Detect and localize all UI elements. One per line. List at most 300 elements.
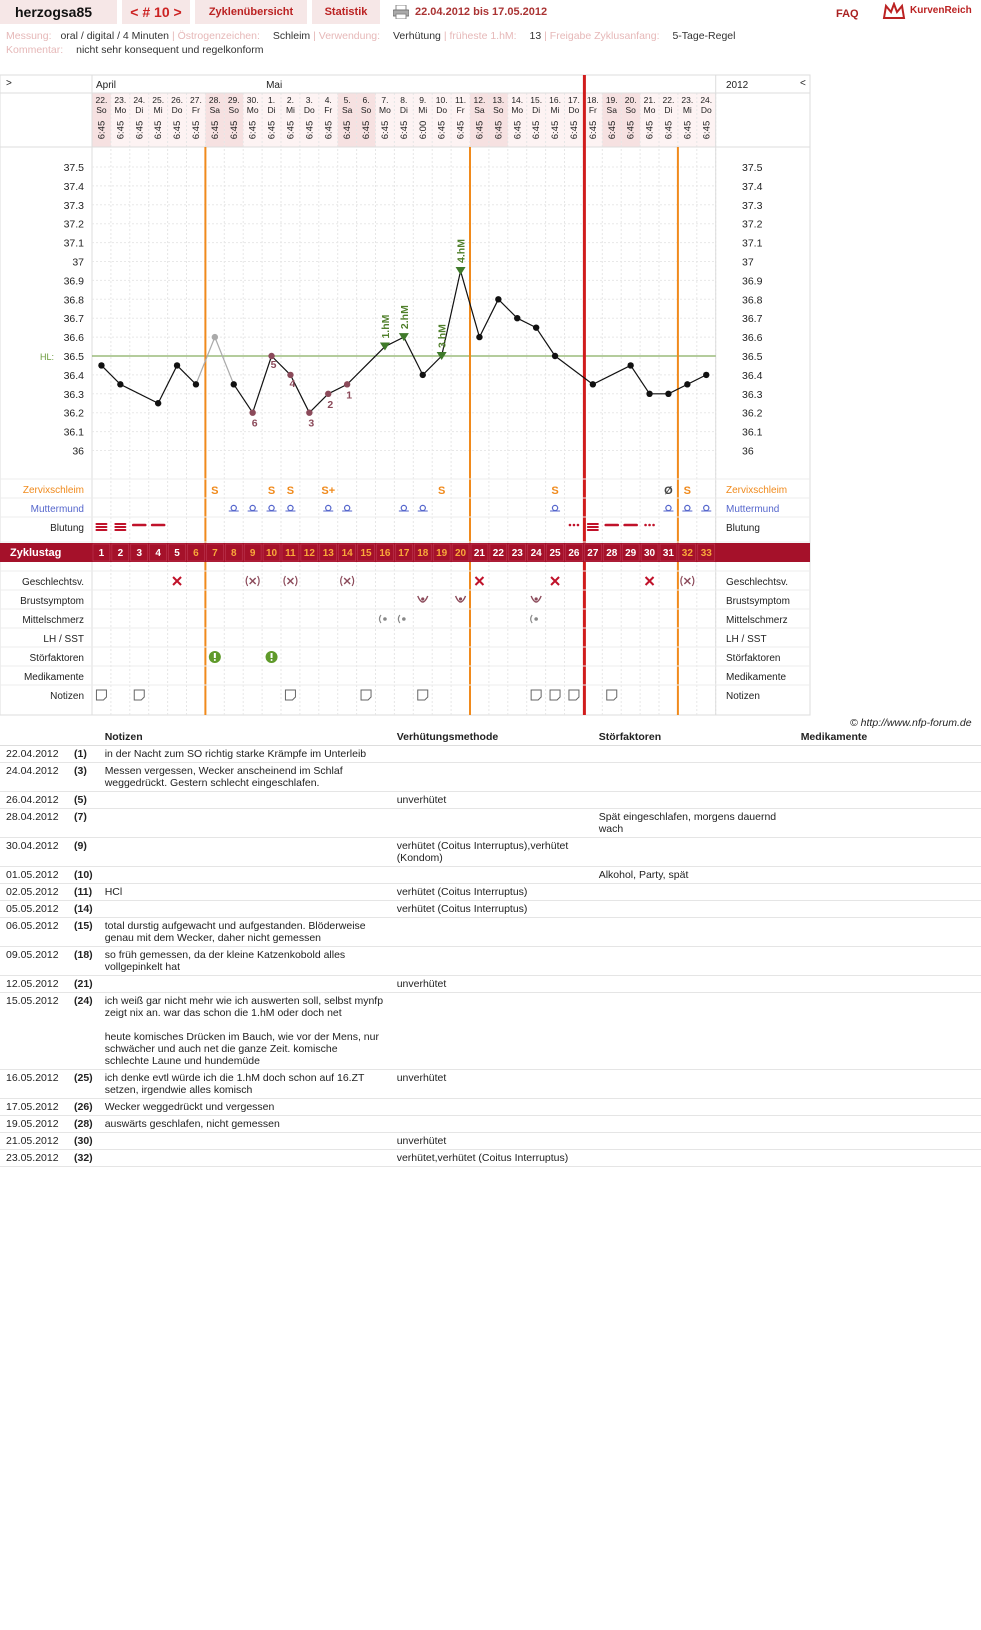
row-label-right: Mittelschmerz <box>726 615 788 626</box>
measure-time: 6:45 <box>247 120 259 140</box>
cycle-day-number: 23 <box>511 548 523 559</box>
table-row <box>0 746 981 763</box>
day-date: 7. <box>381 95 389 105</box>
day-date: 5. <box>343 95 351 105</box>
day-date: 28. <box>208 95 221 105</box>
day-date: 6. <box>362 95 370 105</box>
day-weekday: So <box>228 105 239 115</box>
messung-label: Messung: <box>6 30 52 42</box>
day-date: 21. <box>643 95 656 105</box>
col-medikamente: Medikamente <box>795 729 981 746</box>
note-icon[interactable] <box>607 690 617 700</box>
day-date: 23. <box>681 95 694 105</box>
tab-statistik[interactable]: Statistik <box>312 0 380 24</box>
day-weekday: Mo <box>246 105 259 115</box>
cell-dist: Spät eingeschlafen, morgens dauernd wach <box>593 809 795 838</box>
temperature-point <box>703 372 709 378</box>
measure-time: 6:45 <box>625 120 637 140</box>
y-tick-right: 36.1 <box>742 426 763 439</box>
measure-time: 6:45 <box>323 120 335 140</box>
cycle-day-number: 10 <box>265 548 278 559</box>
disturbance-dot <box>271 659 273 661</box>
cell-note: ich weiß gar nicht mehr wie ich auswerten soll, selbst mynfp zeigt nix an. war das schon die 1.hM oder doch net heute komisches Drücken im Bauch, wie vor der Mens, nur schwächer und auch net die ganze Zeit. komische schlechte Laune und hundemüde <box>99 993 391 1070</box>
zervix-mark: S <box>286 485 295 497</box>
y-tick-right: 36.8 <box>742 294 763 307</box>
cell-date: 26.04.2012 <box>0 792 68 809</box>
cell-meth <box>391 1099 593 1116</box>
day-weekday: Mi <box>550 105 560 115</box>
cell-num: (26) <box>68 1099 99 1116</box>
cell-meth: verhütet (Coitus Interruptus) <box>391 884 593 901</box>
cell-date: 24.04.2012 <box>0 763 68 792</box>
row-label-left: Mittelschmerz <box>22 615 84 626</box>
cell-num: (5) <box>68 792 99 809</box>
cell-num: (10) <box>68 867 99 884</box>
cell-dist <box>593 884 795 901</box>
col-verhuetung: Verhütungsmethode <box>391 729 593 746</box>
y-tick-left: 36.6 <box>63 332 84 345</box>
day-date: 9. <box>419 95 427 105</box>
cell-note: Messen vergessen, Wecker anscheinend im Schlaf weggedrückt. Gestern schlecht eingeschlafen. <box>99 763 391 792</box>
cell-medi <box>795 1133 981 1150</box>
freigabe-value: 5-Tage-Regel <box>672 30 736 42</box>
y-tick-left: 37.5 <box>63 162 84 174</box>
cell-num: (1) <box>68 746 99 763</box>
temperature-point <box>193 381 199 387</box>
breast-symptom-dot <box>535 597 538 600</box>
cycle-day-number: 6 <box>193 548 199 559</box>
col-stoerfaktoren: Störfaktoren <box>593 729 795 746</box>
cell-note <box>99 792 391 809</box>
tab-zyklenuebersicht[interactable]: Zyklenübersicht <box>195 0 307 24</box>
measure-time: 6:45 <box>587 120 599 140</box>
cycle-day-number: 1 <box>98 548 105 559</box>
day-date: 2. <box>286 95 294 105</box>
measure-time: 6:00 <box>417 120 429 140</box>
cell-num: (32) <box>68 1150 99 1167</box>
cell-dist <box>593 1150 795 1167</box>
y-tick-right: 36.2 <box>742 407 763 420</box>
day-date: 12. <box>473 95 486 105</box>
table-row <box>0 838 981 867</box>
measure-time: 6:45 <box>644 120 656 140</box>
y-tick-right: 36.4 <box>742 369 763 382</box>
note-icon[interactable] <box>96 690 106 700</box>
cycle-selector[interactable]: < # 10 > <box>122 0 190 24</box>
cell-meth <box>391 867 593 884</box>
cycle-day-number: 24 <box>530 548 542 559</box>
table-row <box>0 901 981 918</box>
cycle-day-number: 14 <box>341 548 353 559</box>
counted-low-label: 2 <box>327 398 334 411</box>
cycle-day-number: 26 <box>568 548 580 559</box>
note-icon[interactable] <box>569 690 579 700</box>
nav-next[interactable]: < <box>800 78 806 89</box>
measure-time: 6:45 <box>342 120 354 140</box>
note-icon[interactable] <box>418 690 428 700</box>
temperature-point <box>98 362 104 368</box>
cell-dist <box>593 947 795 976</box>
counted-low-label: 5 <box>270 359 277 371</box>
cell-medi <box>795 838 981 867</box>
table-row <box>0 1133 981 1150</box>
y-tick-left: 36.8 <box>63 294 84 307</box>
cell-medi <box>795 884 981 901</box>
bleeding-spot-icon <box>648 524 651 527</box>
cell-num: (9) <box>68 838 99 867</box>
measure-time: 6:45 <box>153 120 165 140</box>
day-weekday: Mi <box>153 105 163 115</box>
counted-low-label: 1 <box>346 389 353 402</box>
cycle-day-number: 7 <box>212 548 218 559</box>
temperature-point <box>684 381 690 387</box>
note-icon[interactable] <box>134 690 144 700</box>
row-label-right: LH / SST <box>726 634 767 645</box>
day-weekday: Mi <box>285 105 295 115</box>
verwendung-label: Verwendung: <box>318 30 381 42</box>
kommentar-label: Kommentar: <box>6 44 64 56</box>
measure-time: 6:45 <box>285 120 297 140</box>
cycle-day-number: 12 <box>303 548 315 559</box>
faq-link[interactable]: FAQ <box>836 8 859 20</box>
cell-dist <box>593 792 795 809</box>
cell-meth <box>391 746 593 763</box>
cell-meth <box>391 763 593 792</box>
higher-measurement-label: 2.hM <box>398 305 411 330</box>
cell-date: 28.04.2012 <box>0 809 68 838</box>
cell-num: (25) <box>68 1070 99 1099</box>
hl-label: HL: <box>40 352 55 362</box>
cycle-day-number: 13 <box>322 548 334 559</box>
temperature-point <box>476 334 482 340</box>
cell-note <box>99 1133 391 1150</box>
y-tick-right: 37.4 <box>742 180 763 193</box>
cell-dist <box>593 746 795 763</box>
cell-date: 22.04.2012 <box>0 746 68 763</box>
cell-date: 01.05.2012 <box>0 867 68 884</box>
cell-date: 06.05.2012 <box>0 918 68 947</box>
y-tick-right: 37 <box>742 256 754 269</box>
higher-measurement-label: 3.hM <box>436 324 449 348</box>
temperature-point <box>627 362 633 368</box>
measure-time: 6:45 <box>361 120 373 140</box>
verwendung-value: Verhütung <box>393 30 441 42</box>
month-label: April <box>96 80 117 91</box>
col-date <box>0 729 68 746</box>
bleeding-spot-icon <box>577 524 580 527</box>
day-date: 18. <box>586 95 599 105</box>
cell-date: 15.05.2012 <box>0 993 68 1070</box>
day-date: 20. <box>624 95 637 105</box>
measure-time: 6:45 <box>266 120 278 140</box>
cell-medi <box>795 993 981 1070</box>
day-weekday: Di <box>664 105 673 115</box>
day-weekday: Do <box>303 105 315 115</box>
cell-note <box>99 809 391 838</box>
note-icon[interactable] <box>550 690 560 700</box>
cell-medi <box>795 901 981 918</box>
y-tick-left: 36.5 <box>63 351 84 363</box>
cell-date: 30.04.2012 <box>0 838 68 867</box>
bleeding-spot-icon <box>569 524 572 527</box>
date-range: 22.04.2012 bis 17.05.2012 <box>415 6 548 18</box>
cell-num: (14) <box>68 901 99 918</box>
frueheste-label: früheste 1.hM: <box>449 30 517 42</box>
day-date: 27. <box>190 95 202 105</box>
day-weekday: Sa <box>341 105 353 115</box>
cell-note <box>99 976 391 993</box>
counted-low-label: 3 <box>308 417 315 430</box>
y-tick-left: 36.7 <box>63 313 84 326</box>
cell-num: (28) <box>68 1116 99 1133</box>
day-weekday: So <box>96 105 107 115</box>
day-date: 4. <box>324 95 332 105</box>
day-weekday: Do <box>436 105 448 115</box>
day-weekday: So <box>625 105 636 115</box>
cell-date: 05.05.2012 <box>0 901 68 918</box>
zervix-mark: S+ <box>321 485 336 497</box>
cycle-day-number: 32 <box>681 548 693 559</box>
row-label-left: Brustsymptom <box>20 596 84 607</box>
cell-note: so früh gemessen, da der kleine Katzenkobold alles vollgepinkelt hat <box>99 947 391 976</box>
cell-dist <box>593 763 795 792</box>
cell-date: 19.05.2012 <box>0 1116 68 1133</box>
cell-note: ich denke evtl würde ich die 1.hM doch schon auf 16.ZT setzen, irgendwie alles komisch <box>99 1070 391 1099</box>
day-weekday: Fr <box>456 105 465 115</box>
day-date: 14. <box>511 95 524 105</box>
day-date: 19. <box>605 95 618 105</box>
row-label-left: Störfaktoren <box>29 653 84 664</box>
zervix-mark: S <box>267 485 276 497</box>
cell-note: Wecker weggedrückt und vergessen <box>99 1099 391 1116</box>
day-weekday: Di <box>135 105 144 115</box>
cycle-day-number: 15 <box>360 548 372 559</box>
day-date: 22. <box>662 95 675 105</box>
table-row <box>0 993 981 1070</box>
y-tick-right: 36.7 <box>742 313 763 326</box>
temperature-point <box>325 391 331 397</box>
temperature-point <box>646 391 652 397</box>
temperature-point <box>514 315 520 321</box>
y-tick-left: 37.1 <box>63 237 84 250</box>
day-date: 29. <box>227 95 240 105</box>
cell-dist <box>593 901 795 918</box>
zervix-mark: S <box>551 485 559 497</box>
temperature-point <box>212 334 218 340</box>
cell-medi <box>795 1150 981 1167</box>
day-date: 10. <box>435 95 448 105</box>
day-date: 15. <box>530 95 543 105</box>
table-row <box>0 1099 981 1116</box>
day-weekday: Mo <box>643 105 656 115</box>
cycle-day-number: 11 <box>285 548 296 559</box>
username: herzogsa85 <box>0 0 117 24</box>
cell-date: 12.05.2012 <box>0 976 68 993</box>
temperature-point <box>552 353 558 359</box>
table-row <box>0 1116 981 1133</box>
temperature-point <box>117 381 123 387</box>
col-num <box>68 729 99 746</box>
note-icon[interactable] <box>361 690 371 700</box>
measure-time: 6:45 <box>228 120 240 140</box>
breast-symptom-dot <box>421 597 424 600</box>
y-tick-right: 36.5 <box>742 351 763 363</box>
zervix-mark: S <box>437 485 446 497</box>
cycle-day-number: 30 <box>643 548 656 559</box>
cycle-day-number: 4 <box>155 548 161 559</box>
y-tick-left: 37.4 <box>63 180 84 193</box>
brand-name: KurvenReich <box>910 5 972 16</box>
zervix-mark: S <box>211 485 219 497</box>
cell-note <box>99 838 391 867</box>
y-tick-left: 36.2 <box>63 407 84 420</box>
cell-note: HCl <box>99 884 391 901</box>
cell-dist <box>593 1133 795 1150</box>
y-tick-right: 36.6 <box>742 332 763 345</box>
cell-dist <box>593 838 795 867</box>
measure-time: 6:45 <box>455 120 467 140</box>
cell-date: 16.05.2012 <box>0 1070 68 1099</box>
bleeding-spot-icon <box>573 524 576 527</box>
day-date: 8. <box>400 95 408 105</box>
temperature-point <box>249 410 255 416</box>
temperature-point <box>420 372 426 378</box>
measure-time: 6:45 <box>474 120 486 140</box>
cell-note <box>99 1150 391 1167</box>
row-label-left: Geschlechtsv. <box>21 577 84 588</box>
cell-meth: unverhütet <box>391 1070 593 1099</box>
higher-measurement-label: 1.hM <box>379 314 392 339</box>
cell-dist <box>593 1099 795 1116</box>
cell-num: (30) <box>68 1133 99 1150</box>
row-label-left: Notizen <box>50 691 84 702</box>
cell-meth: unverhütet <box>391 792 593 809</box>
day-date: 24. <box>700 95 713 105</box>
cycle-day-number: 16 <box>379 548 391 559</box>
measure-time: 6:45 <box>493 120 505 140</box>
kommentar-value: nicht sehr konsequent und regelkonform <box>76 44 264 56</box>
copyright: © http://www.nfp-forum.de <box>850 717 972 729</box>
cell-date: 17.05.2012 <box>0 1099 68 1116</box>
measure-time: 6:45 <box>190 120 202 140</box>
cell-meth: verhütet (Coitus Interruptus) <box>391 901 593 918</box>
day-weekday: Mo <box>114 105 127 115</box>
day-weekday: Fr <box>324 105 333 115</box>
cell-medi <box>795 746 981 763</box>
measure-time: 6:45 <box>663 120 675 140</box>
row-label-right: Brustsymptom <box>726 596 790 607</box>
temperature-point <box>155 400 161 406</box>
table-row <box>0 1070 981 1099</box>
cycle-day-number: 17 <box>398 548 410 559</box>
counted-low-label: 4 <box>289 377 296 390</box>
y-tick-left: 37 <box>72 256 84 269</box>
day-weekday: So <box>360 105 372 115</box>
table-row <box>0 947 981 976</box>
frueheste-value: 13 <box>529 30 542 42</box>
day-weekday: Mo <box>511 105 524 115</box>
y-tick-left: 37.2 <box>63 218 84 231</box>
y-tick-right: 36 <box>742 445 754 458</box>
cycle-day-number: 3 <box>136 548 143 559</box>
note-icon[interactable] <box>285 690 295 700</box>
higher-measurement-label: 4.hM <box>455 239 468 263</box>
measure-time: 6:45 <box>606 120 618 140</box>
midpain-icon <box>383 617 387 621</box>
table-row <box>0 809 981 838</box>
cycle-day-number: 2 <box>117 548 124 559</box>
y-tick-left: 36 <box>72 445 84 458</box>
cell-meth: verhütet (Coitus Interruptus),verhütet (Kondom) <box>391 838 593 867</box>
cycle-day-number: 28 <box>606 548 618 559</box>
cell-num: (7) <box>68 809 99 838</box>
measure-time: 6:45 <box>379 120 391 140</box>
y-tick-right: 37.1 <box>742 237 763 250</box>
cycle-day-number: 19 <box>436 548 448 559</box>
measure-time: 6:45 <box>436 120 448 140</box>
day-weekday: Di <box>267 105 276 115</box>
cell-num: (18) <box>68 947 99 976</box>
cell-meth: unverhütet <box>391 1133 593 1150</box>
day-weekday: So <box>493 105 504 115</box>
nav-prev[interactable]: > <box>6 78 12 89</box>
disturbance-dot <box>214 659 216 661</box>
cell-num: (15) <box>68 918 99 947</box>
cell-date: 02.05.2012 <box>0 884 68 901</box>
table-row <box>0 763 981 792</box>
cell-date: 09.05.2012 <box>0 947 68 976</box>
cell-medi <box>795 918 981 947</box>
day-weekday: Do <box>171 105 183 115</box>
temperature-point <box>590 381 596 387</box>
measure-time: 6:45 <box>568 120 580 140</box>
day-date: 17. <box>568 95 580 105</box>
y-tick-left: 36.1 <box>63 426 84 439</box>
cycle-day-number: 22 <box>492 548 504 559</box>
measure-time: 6:45 <box>550 120 562 140</box>
row-label-left: LH / SST <box>43 634 84 645</box>
table-row <box>0 884 981 901</box>
cell-medi <box>795 763 981 792</box>
cell-dist: Alkohol, Party, spät <box>593 867 795 884</box>
breast-symptom-dot <box>459 597 462 600</box>
col-notizen: Notizen <box>99 729 391 746</box>
meta-line-1: Messung: oral / digital / 4 Minuten | Östrogenzeichen: Schleim | Verwendung: Verhütung | früheste 1.hM: 13 | Freigabe Zyklusanfang: 5-Tage-Regel <box>6 30 736 42</box>
cell-note: auswärts geschlafen, nicht gemessen <box>99 1116 391 1133</box>
counted-low-label: 6 <box>251 417 258 430</box>
row-label-right: Geschlechtsv. <box>726 577 789 588</box>
day-weekday: Di <box>399 105 408 115</box>
cell-dist <box>593 1116 795 1133</box>
day-weekday: Fr <box>588 105 597 115</box>
cycle-day-number: 27 <box>587 548 599 559</box>
table-row <box>0 1150 981 1167</box>
cycle-day-number: 25 <box>549 548 561 559</box>
y-tick-right: 37.5 <box>742 162 763 174</box>
day-date: 23. <box>114 95 127 105</box>
cell-num: (11) <box>68 884 99 901</box>
cell-dist <box>593 976 795 993</box>
measure-time: 6:45 <box>134 120 146 140</box>
cell-note: in der Nacht zum SO richtig starke Krämpfe im Unterleib <box>99 746 391 763</box>
day-weekday: Sa <box>474 105 485 115</box>
note-icon[interactable] <box>531 690 541 700</box>
measure-time: 6:45 <box>512 120 524 140</box>
row-label-right: Notizen <box>726 691 760 702</box>
cell-meth: unverhütet <box>391 976 593 993</box>
disturbance-bar <box>214 653 216 658</box>
bleeding-spot-icon <box>652 524 655 527</box>
